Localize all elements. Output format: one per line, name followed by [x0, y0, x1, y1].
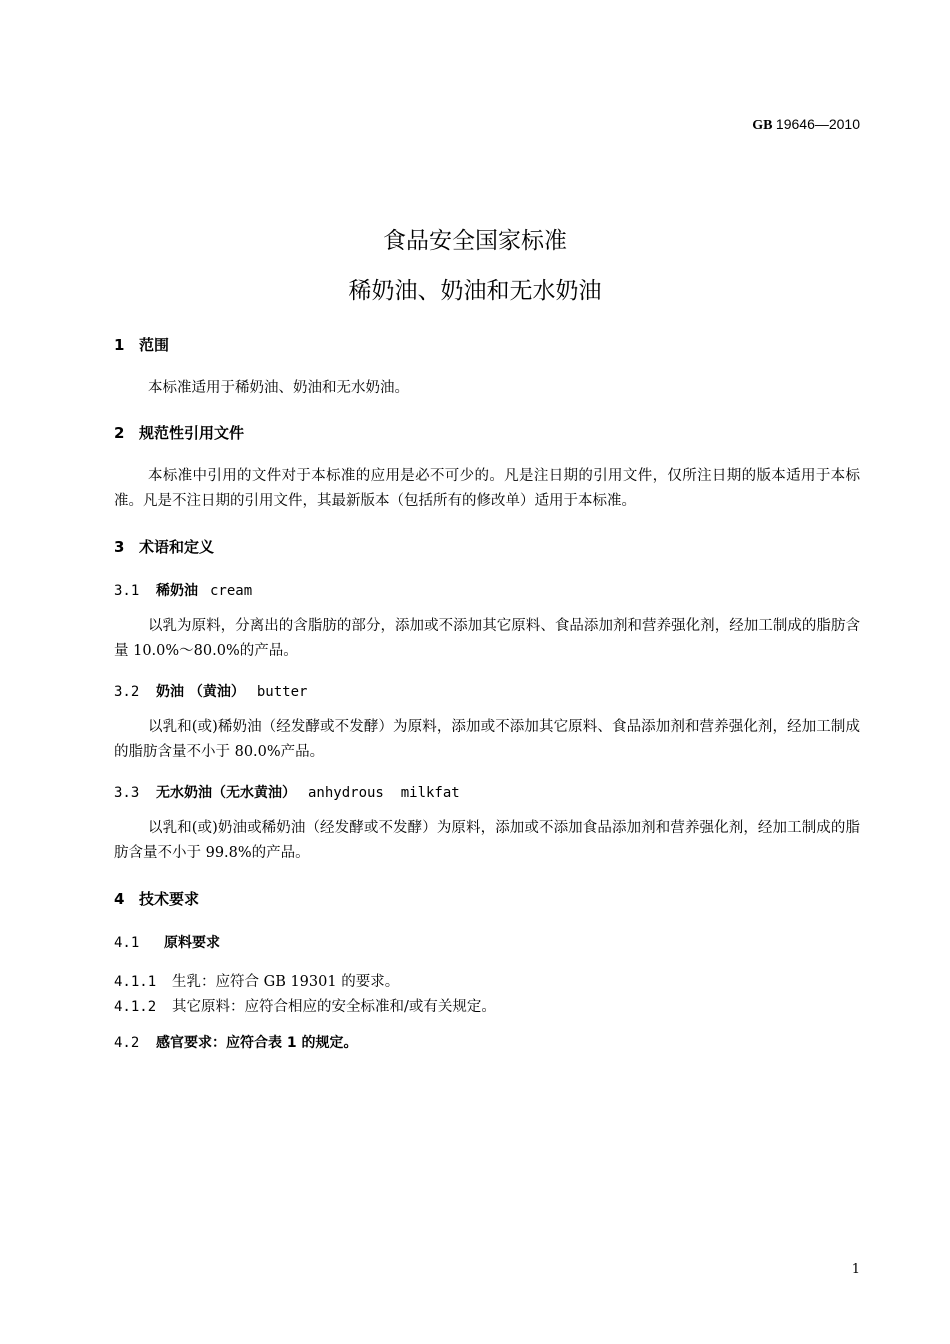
section-title: 术语和定义: [139, 538, 215, 556]
standard-prefix: GB: [752, 118, 773, 133]
section-number: 4: [114, 890, 125, 908]
section-3-heading: [114, 536, 214, 557]
subsection-3-3-paragraph: 以乳和(或)奶油或稀奶油（经发酵或不发酵）为原料，添加或不添加食品添加剂和营养强化剂，经加工制成的脂肪含量不小于 99.8%的产品。: [114, 820, 860, 861]
item-text: 生乳：应符合 GB 19301 的要求。: [172, 974, 400, 990]
subsection-3-2-heading: [114, 681, 307, 701]
subsection-title: 奶油 （黄油）: [156, 684, 245, 700]
term-english: anhydrous milkfat: [308, 785, 460, 801]
subsection-3-2-paragraph: 以乳和(或)稀奶油（经发酵或不发酵）为原料，添加或不添加其它原料、食品添加剂和营养强化剂，经加工制成的脂肪含量不小于 80.0%产品。: [114, 719, 860, 760]
subsection-title: 感官要求：应符合表 1 的规定。: [156, 1035, 358, 1051]
standard-number: 19646—2010: [775, 116, 860, 132]
subsection-number: 3.3: [114, 785, 140, 801]
item-text: 其它原料：应符合相应的安全标准和/或有关规定。: [172, 999, 496, 1015]
document-title: 食品安全国家标准: [383, 228, 567, 254]
section-2-heading: [114, 422, 244, 443]
section-number: 1: [114, 336, 125, 354]
subsection-number: 4.1: [114, 935, 140, 951]
section-number: 3: [114, 538, 125, 556]
standard-code: [752, 116, 860, 134]
section-1-paragraph: 本标准适用于稀奶油、奶油和无水奶油。: [148, 380, 409, 396]
subsection-number: 4.2: [114, 1035, 140, 1051]
subsection-4-2-heading: [114, 1032, 358, 1052]
term-english: butter: [256, 684, 308, 700]
term-english: cream: [210, 583, 253, 599]
section-number: 2: [114, 424, 125, 442]
subsection-title: 原料要求: [164, 935, 220, 951]
section-title: 技术要求: [139, 890, 200, 908]
subsection-title: 无水奶油（无水黄油）: [156, 785, 296, 801]
subsection-number: 3.1: [114, 583, 140, 599]
section-title: 规范性引用文件: [139, 424, 245, 442]
section-title: 范围: [139, 336, 170, 354]
section-2-paragraph: 本标准中引用的文件对于本标准的应用是必不可少的。凡是注日期的引用文件，仅所注日期的版本适用于本标准。凡是不注日期的引用文件，其最新版本（包括所有的修改单）适用于本标准。: [114, 468, 860, 509]
subsection-3-1-heading: [114, 580, 252, 600]
subsection-title: 稀奶油: [156, 583, 198, 599]
item-4-1-1: [114, 970, 399, 991]
section-1-heading: [114, 334, 169, 355]
section-4-heading: [114, 888, 199, 909]
item-4-1-2: [114, 995, 496, 1016]
subsection-3-1-paragraph: 以乳为原料，分离出的含脂肪的部分，添加或不添加其它原料、食品添加剂和营养强化剂，经加工制成的脂肪含量 10.0%～80.0%的产品。: [114, 618, 860, 659]
document-subtitle: 稀奶油、奶油和无水奶油: [348, 278, 602, 304]
item-number: 4.1.2: [114, 999, 157, 1015]
item-number: 4.1.1: [114, 974, 157, 990]
page-number: 1: [851, 1262, 860, 1277]
subsection-number: 3.2: [114, 684, 140, 700]
subsection-4-1-heading: [114, 932, 220, 952]
subsection-3-3-heading: [114, 782, 460, 802]
